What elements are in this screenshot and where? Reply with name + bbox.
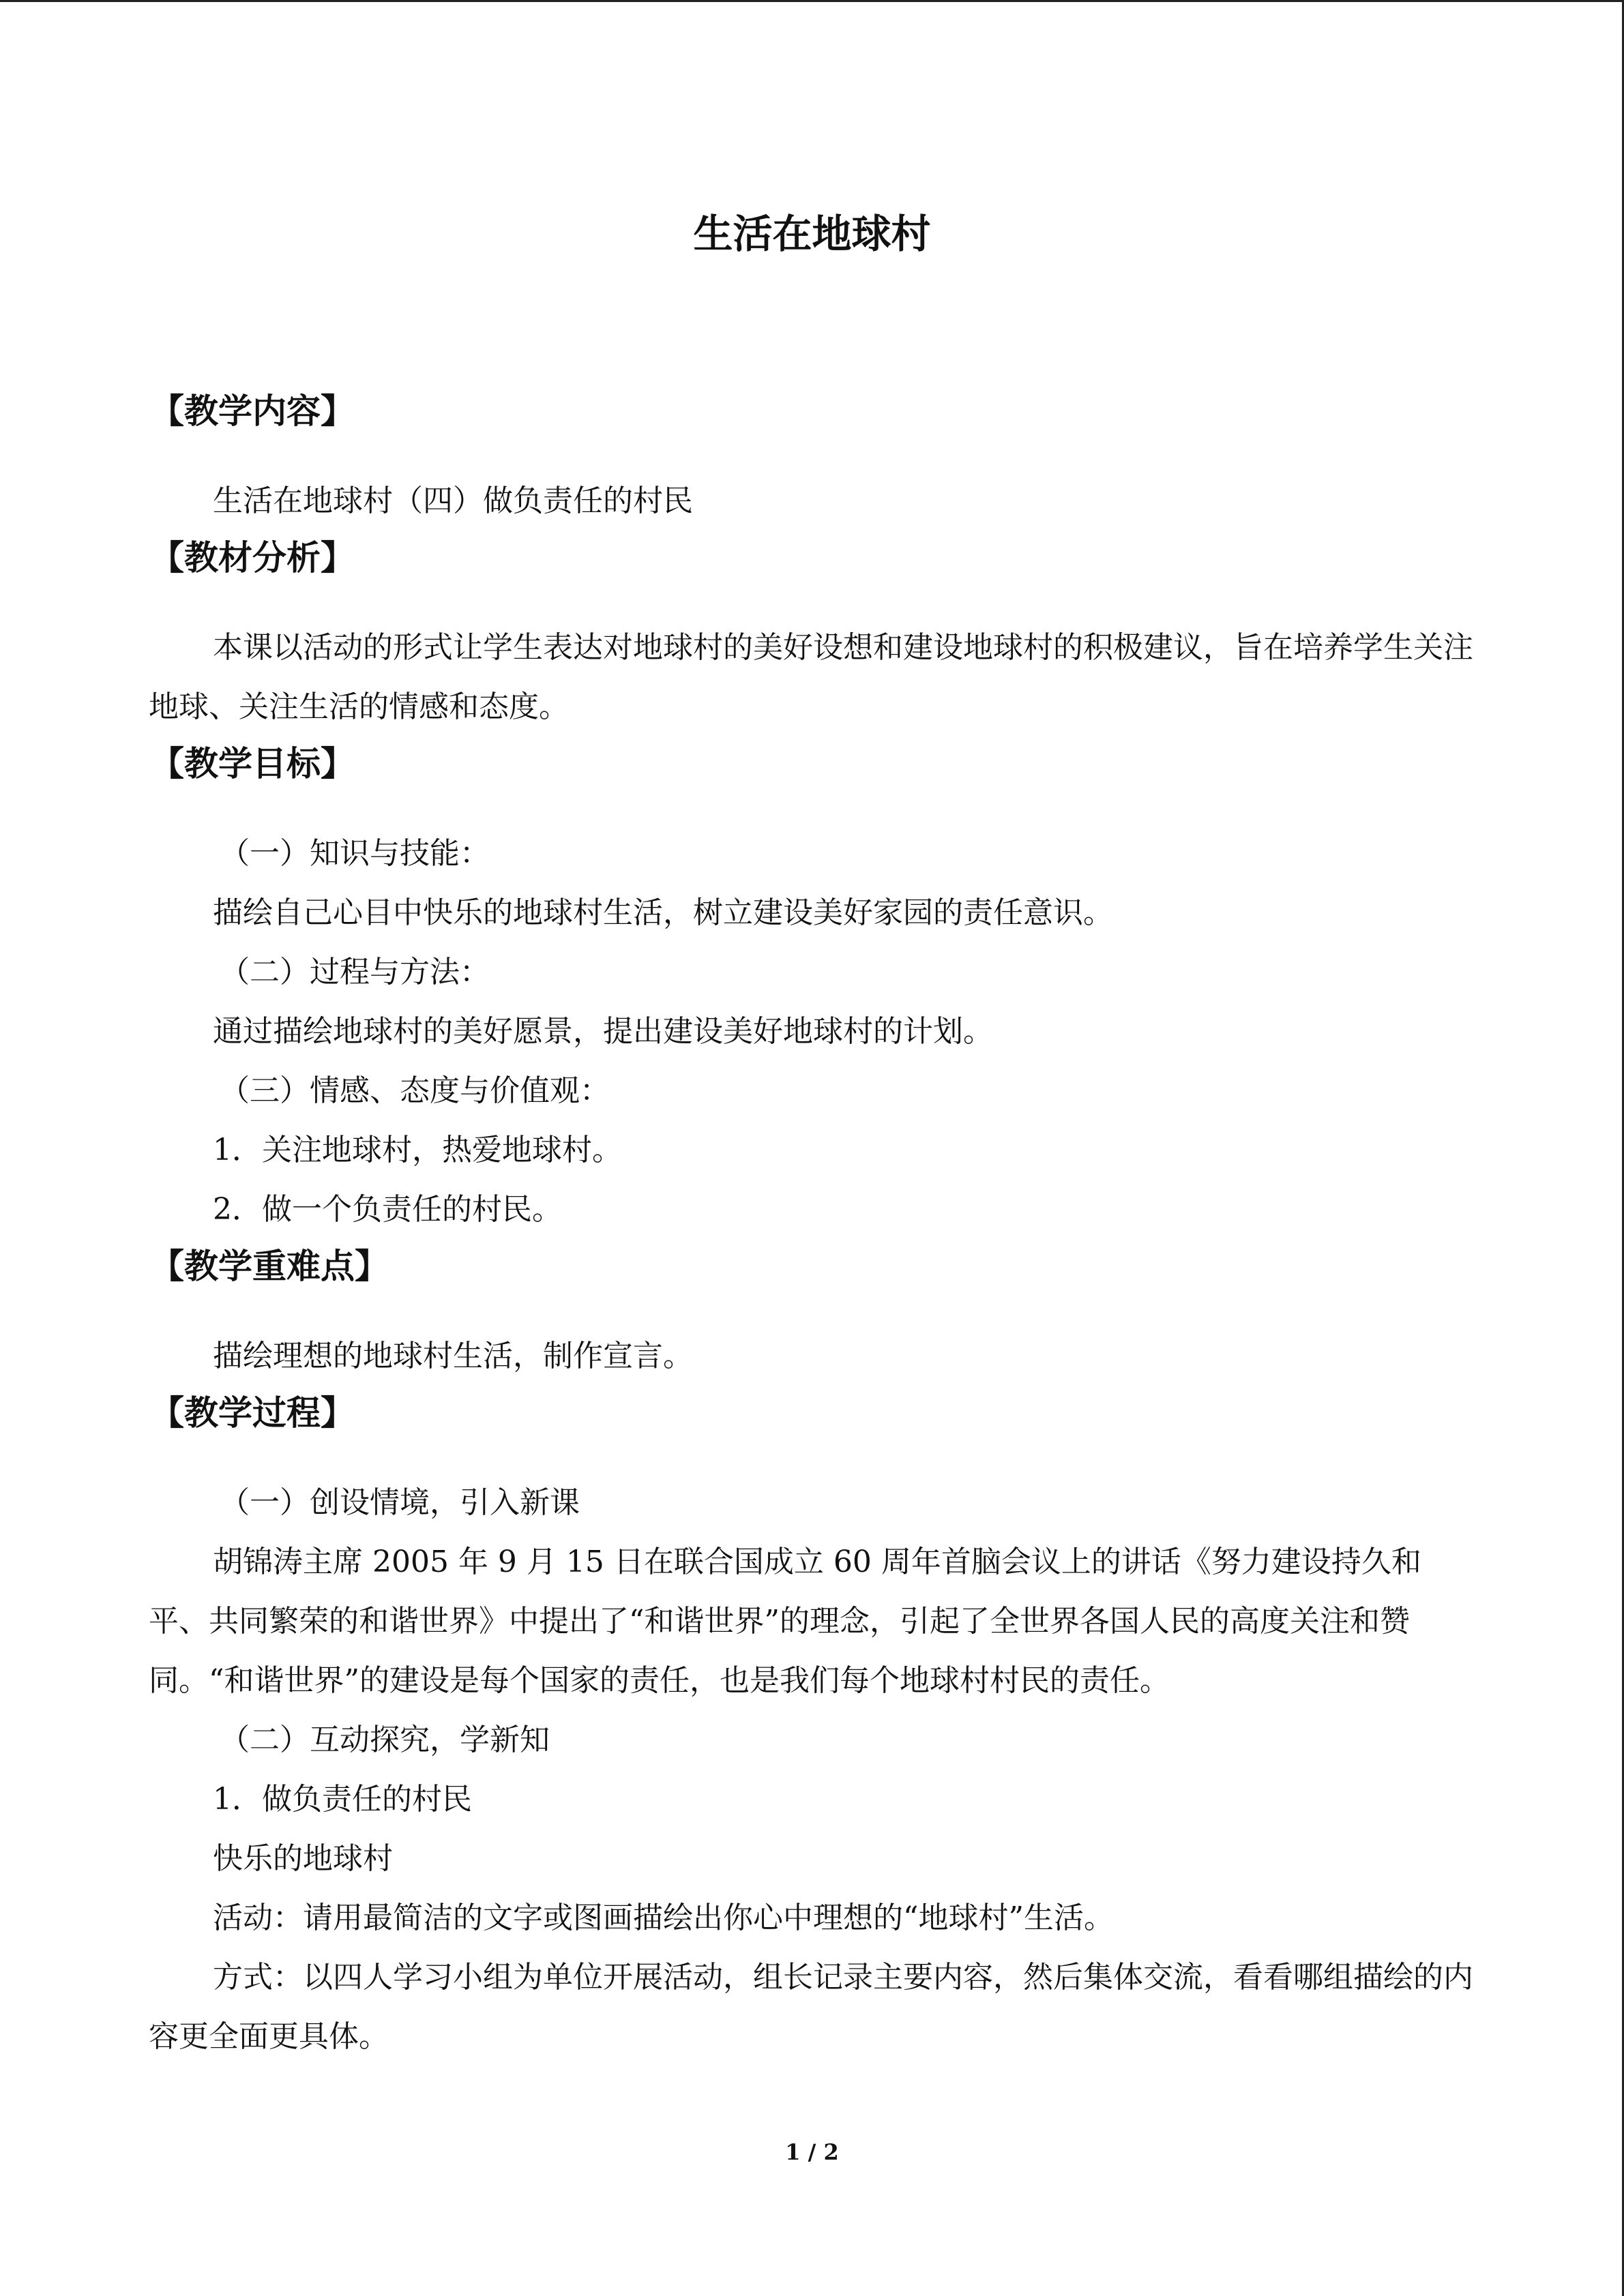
section-heading-content: 【教学内容】	[150, 391, 355, 431]
page-title: 生活在地球村	[693, 211, 931, 257]
goals-subheading-2: （二）过程与方法：	[220, 955, 490, 989]
process-item-2: 快乐的地球村	[213, 1841, 393, 1876]
goals-subheading-3: （三）情感、态度与价值观：	[220, 1073, 610, 1108]
document-body	[149, 384, 1475, 2066]
section-heading-keypoints: 【教学重难点】	[150, 1246, 389, 1286]
process-subheading-1: （一）创设情境，引入新课	[220, 1485, 580, 1520]
process-item-1: 1．做负责任的村民	[213, 1782, 472, 1817]
process-method: 方式：以四人学习小组为单位开展活动，组长记录主要内容，然后集体交流，看看哪组描绘的内容更全面更具体。	[149, 1960, 1473, 2054]
process-activity: 活动：请用最简洁的文字或图画描绘出你心中理想的“地球村”生活。	[213, 1900, 1114, 1935]
process-subheading-2: （二）互动探究，学新知	[220, 1723, 550, 1757]
goals-subheading-1: （一）知识与技能：	[220, 836, 490, 871]
goals-text-2: 通过描绘地球村的美好愿景，提出建设美好地球村的计划。	[213, 1014, 993, 1049]
section-heading-process: 【教学过程】	[150, 1392, 355, 1433]
goals-item-2: 2．做一个负责任的村民。	[213, 1192, 562, 1227]
section-heading-goals: 【教学目标】	[150, 743, 355, 784]
process-paragraph-1: 胡锦涛主席 2005 年 9 月 15 日在联合国成立 60 周年首脑会议上的讲话《努力建设持久和平、共同繁荣的和谐世界》中提出了“和谐世界”的理念，引起了全世界各国人民的高度关注和赞同。“和谐世界”的建设是每个国家的责任，也是我们每个地球村村民的责任。	[149, 1545, 1421, 1698]
section-heading-analysis: 【教材分析】	[150, 537, 355, 578]
goals-text-1: 描绘自己心目中快乐的地球村生活，树立建设美好家园的责任意识。	[213, 895, 1113, 930]
content-text: 生活在地球村（四）做负责任的村民	[213, 483, 693, 518]
analysis-text: 本课以活动的形式让学生表达对地球村的美好设想和建设地球村的积极建议，旨在培养学生关注地球、关注生活的情感和态度。	[149, 630, 1473, 724]
page-number: 1 / 2	[785, 2139, 839, 2165]
goals-item-1: 1．关注地球村，热爱地球村。	[213, 1133, 622, 1167]
keypoints-text: 描绘理想的地球村生活，制作宣言。	[213, 1339, 693, 1373]
